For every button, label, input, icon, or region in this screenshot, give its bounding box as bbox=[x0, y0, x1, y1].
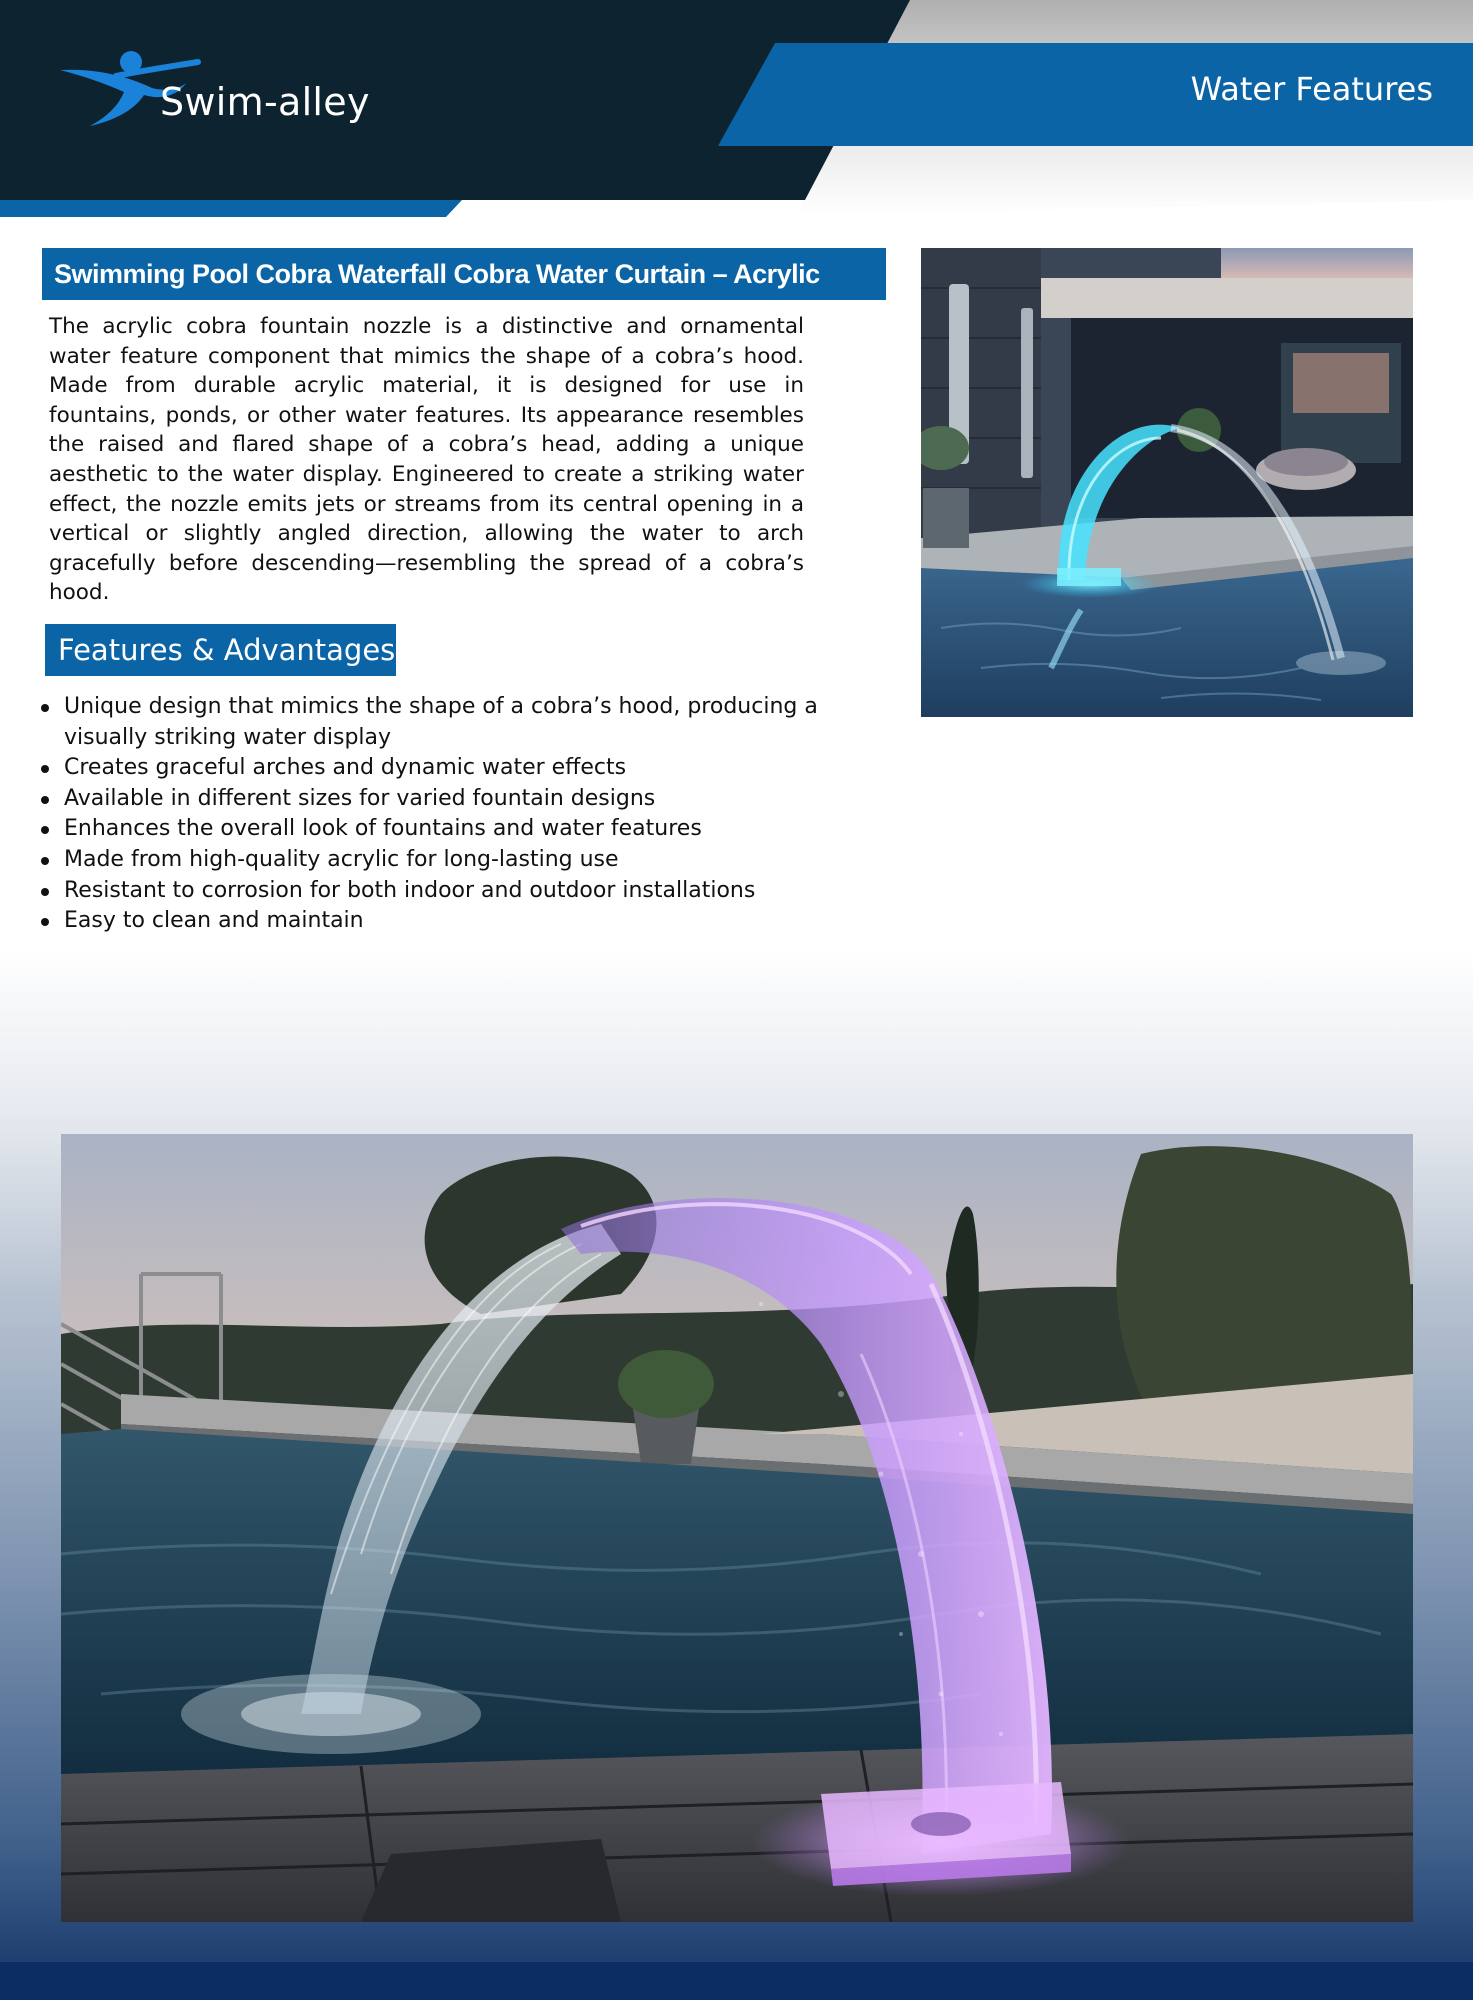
brand-name: Swim-alley bbox=[160, 80, 370, 124]
feature-item: Easy to clean and maintain bbox=[36, 906, 826, 937]
feature-item: Creates graceful arches and dynamic water effects bbox=[36, 753, 826, 784]
feature-item: Unique design that mimics the shape of a cobra’s hood, producing a visually striking water display bbox=[36, 692, 826, 753]
feature-item: Available in different sizes for varied fountain designs bbox=[36, 784, 826, 815]
footer-band bbox=[0, 1962, 1473, 2000]
product-description: The acrylic cobra fountain nozzle is a distinctive and ornamental water feature component that mimics the shape of a cobra’s hood. Made from durable acrylic material, it is designed for use in fountains, ponds, or other water features. Its appearance resembles the raised and flared shape of a cobra’s head, adding a unique aesthetic to the water display. Engineered to create a striking water effect, the nozzle emits jets or streams from its central opening in a vertical or slightly angled direction, allowing the water to arch gracefully before descending—resembling the spread of a cobra’s hood. bbox=[49, 314, 804, 606]
product-photo-cyan-waterfall bbox=[921, 248, 1413, 717]
feature-item: Enhances the overall look of fountains and water features bbox=[36, 814, 826, 845]
feature-item: Resistant to corrosion for both indoor and outdoor installations bbox=[36, 876, 826, 907]
features-list bbox=[36, 692, 826, 937]
section-title: Water Features bbox=[1190, 70, 1433, 108]
feature-item: Made from high-quality acrylic for long-lasting use bbox=[36, 845, 826, 876]
product-title: Swimming Pool Cobra Waterfall Cobra Water Curtain – Acrylic bbox=[42, 248, 886, 300]
features-heading: Features & Advantages bbox=[45, 624, 396, 676]
product-photo-violet-waterfall bbox=[61, 1134, 1413, 1922]
